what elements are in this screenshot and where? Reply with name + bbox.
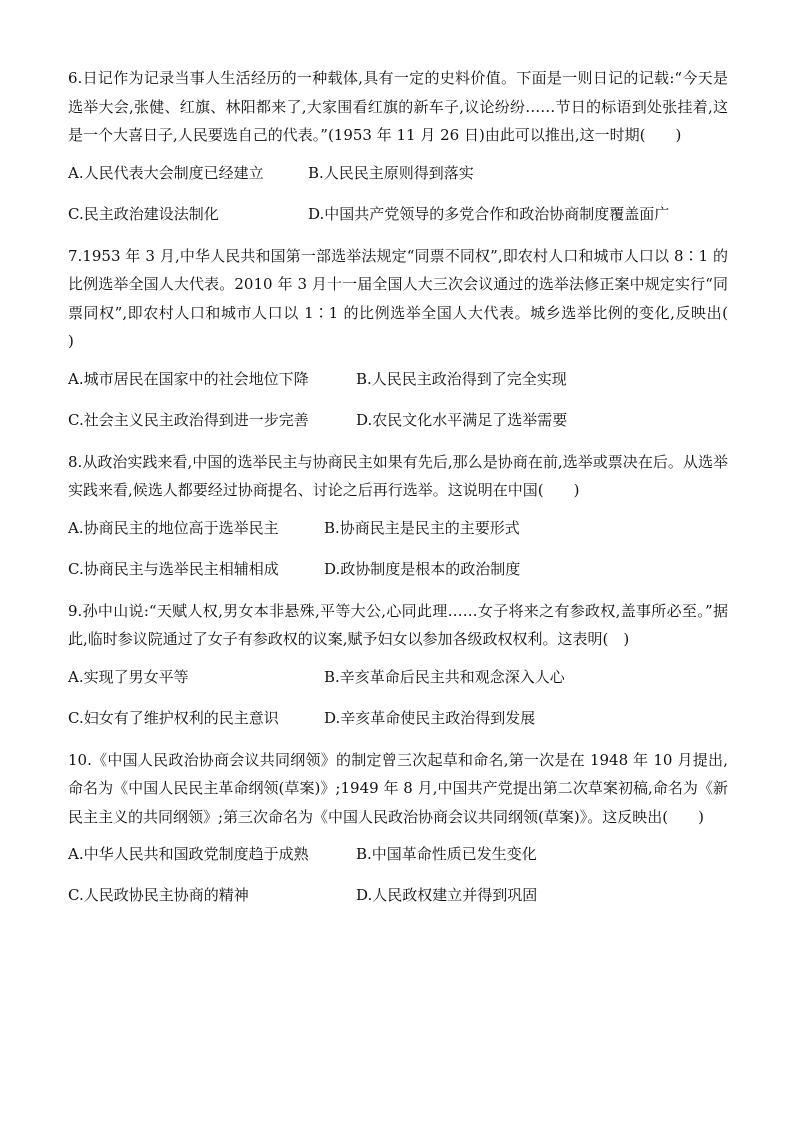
question-6-stem: 6.日记作为记录当事人生活经历的一种载体,具有一定的史料价值。下面是一则日记的记载:“今天是选举大会,张健、红旗、林阳都来了,大家围看红旗的新车子,议论纷纷……节日的标语到处张挂着,这是一个大喜日子,人民要选自己的代表。”(1953 年 11 月 26 日)由此可以推出,这一时期( ) bbox=[68, 69, 728, 144]
question-8-options bbox=[68, 514, 728, 583]
question-8-options-row-2 bbox=[68, 555, 728, 583]
question-7-option-a: A.城市居民在国家中的社会地位下降 bbox=[68, 369, 309, 388]
question-7-options-row-2 bbox=[68, 406, 728, 434]
question-8 bbox=[68, 448, 728, 583]
exam-page bbox=[68, 64, 759, 909]
question-6-options-row-2 bbox=[68, 200, 728, 228]
question-10-options-row-2 bbox=[68, 881, 728, 909]
question-9 bbox=[68, 597, 728, 732]
question-9-options-row-1 bbox=[68, 663, 728, 691]
question-8-option-c: C.协商民主与选举民主相辅相成 bbox=[68, 559, 279, 578]
question-7 bbox=[68, 242, 759, 434]
question-9-option-a: A.实现了男女平等 bbox=[68, 667, 189, 686]
question-6-options-row-1 bbox=[68, 159, 728, 187]
question-10-option-d: D.人民政权建立并得到巩固 bbox=[356, 886, 538, 904]
question-8-option-a: A.协商民主的地位高于选举民主 bbox=[68, 518, 279, 537]
question-10-option-a: A.中华人民共和国政党制度趋于成熟 bbox=[68, 845, 309, 863]
question-6-option-c: C.民主政治建设法制化 bbox=[68, 204, 219, 223]
question-10-stem: 10.《中国人民政治协商会议共同纲领》的制定曾三次起草和命名,第一次是在 1948 年 10 月提出,命名为《中国人民民主革命纲领(草案)》;1949 年 8 月,中国共产党提出第二次草案初稿,命名为《新民主主义的共同纲领》;第三次命名为《中国人民政治协商会议共同纲领(草案)》。这反映出( ) bbox=[68, 750, 728, 826]
question-8-option-b: B.协商民主是民主的主要形式 bbox=[324, 518, 520, 537]
question-9-option-b: B.辛亥革命后民主共和观念深入人心 bbox=[324, 667, 565, 686]
question-9-options bbox=[68, 663, 728, 732]
question-7-option-d: D.农民文化水平满足了选举需要 bbox=[356, 410, 568, 429]
question-6-option-d: D.中国共产党领导的多党合作和政治协商制度覆盖面广 bbox=[308, 204, 670, 223]
question-7-option-c: C.社会主义民主政治得到进一步完善 bbox=[68, 410, 309, 429]
question-6-options bbox=[68, 159, 728, 228]
question-9-option-d: D.辛亥革命使民主政治得到发展 bbox=[324, 708, 536, 727]
question-8-option-d: D.政协制度是根本的政治制度 bbox=[324, 559, 521, 578]
question-9-option-c: C.妇女有了维护权利的民主意识 bbox=[68, 708, 279, 727]
question-10-options-row-1 bbox=[68, 840, 728, 868]
question-6-option-a: A.人民代表大会制度已经建立 bbox=[68, 163, 264, 182]
question-7-options-row-1 bbox=[68, 365, 728, 393]
question-7-option-b: B.人民民主政治得到了完全实现 bbox=[356, 369, 567, 388]
question-8-options-row-1 bbox=[68, 514, 728, 542]
question-6-option-b: B.人民民主原则得到落实 bbox=[308, 163, 474, 182]
question-9-stem: 9.孙中山说:“天赋人权,男女本非悬殊,平等大公,心同此理……女子将来之有参政权,盖事所必至。”据此,临时参议院通过了女子有参政权的议案,赋予妇女以参加各级政权权利。这表明( ) bbox=[68, 601, 728, 648]
question-9-options-row-2 bbox=[68, 704, 728, 732]
question-10-option-b: B.中国革命性质已发生变化 bbox=[356, 845, 537, 863]
question-10-options bbox=[68, 840, 728, 909]
question-10 bbox=[68, 746, 728, 910]
question-6 bbox=[68, 64, 728, 228]
question-7-stem: 7.1953 年 3 月,中华人民共和国第一部选举法规定“同票不同权”,即农村人口和城市人口以 8∶1 的比例选举全国人大代表。2010 年 3 月十一届全国人大三次会议通过的选举法修正案中规定实行“同票同权”,即农村人口和城市人口以 1∶1 的比例选举全国人大代表。城乡选举比例的变化,反映出( ) bbox=[68, 246, 759, 350]
question-10-option-c: C.人民政协民主协商的精神 bbox=[68, 886, 249, 904]
question-7-options bbox=[68, 365, 728, 434]
question-8-stem: 8.从政治实践来看,中国的选举民主与协商民主如果有先后,那么是协商在前,选举或票决在后。从选举实践来看,候选人都要经过协商提名、讨论之后再行选举。这说明在中国( ) bbox=[68, 452, 728, 499]
